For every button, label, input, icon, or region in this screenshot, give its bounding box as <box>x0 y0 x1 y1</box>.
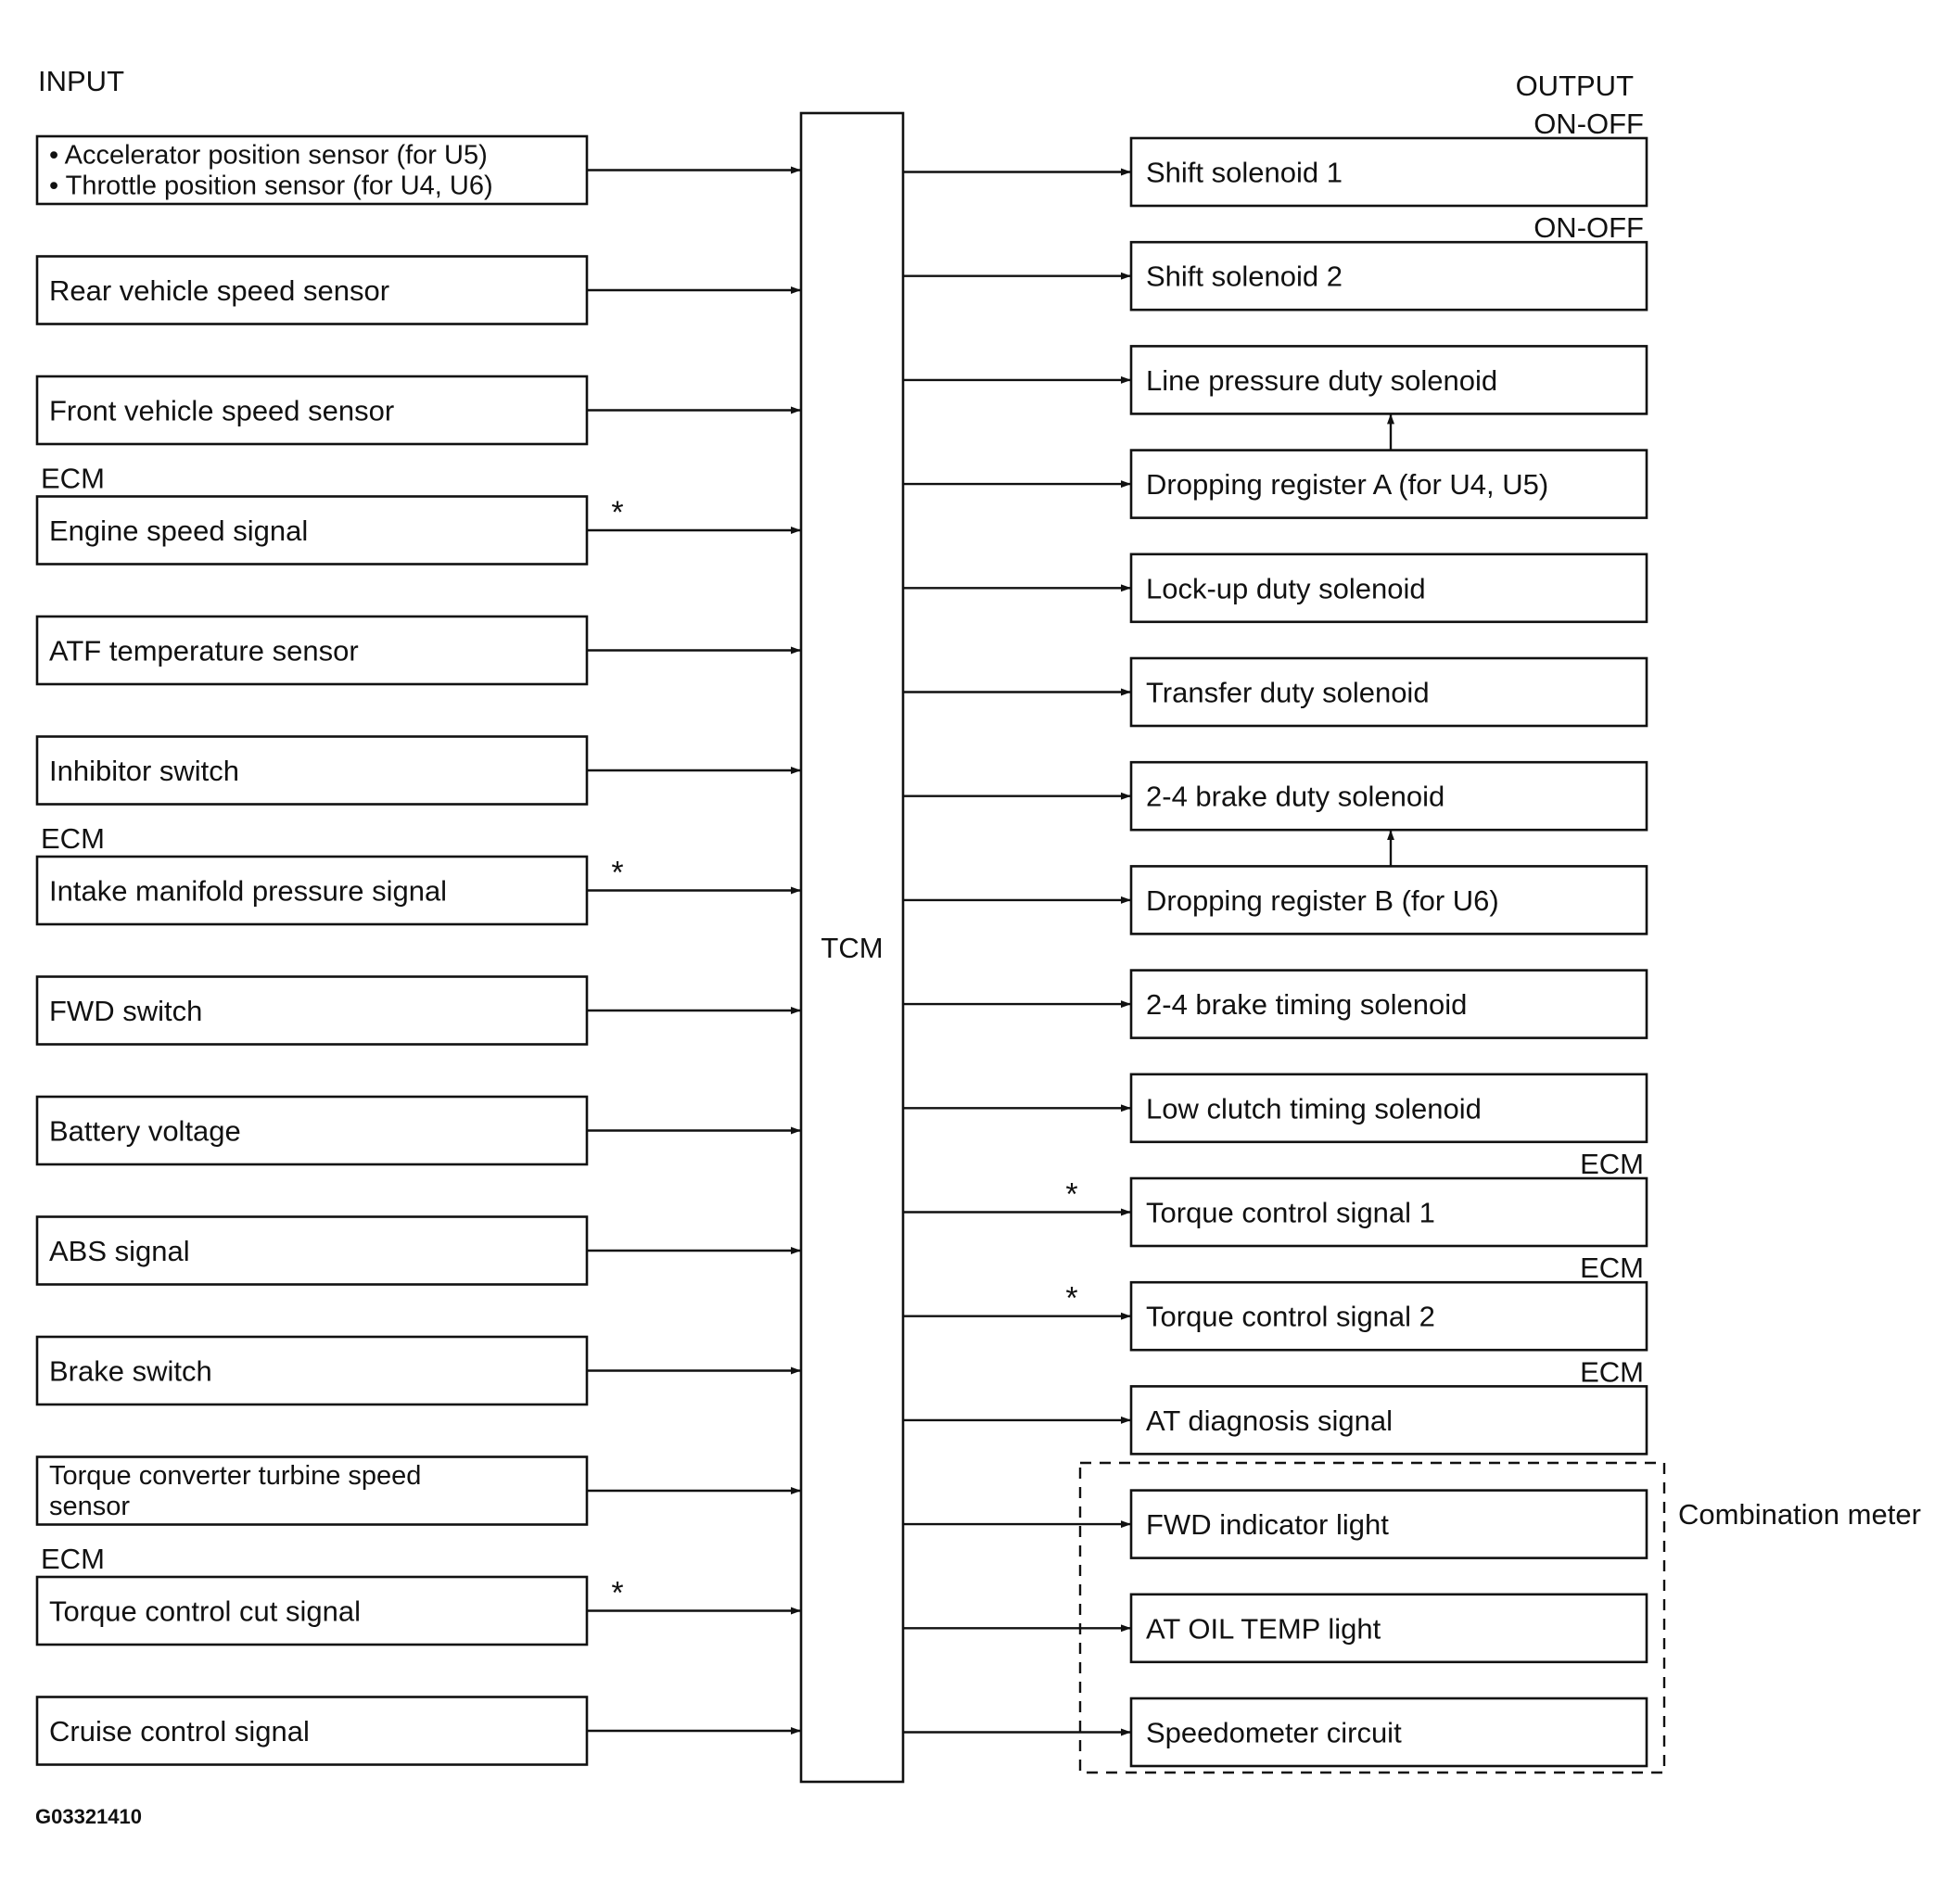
output-heading: OUTPUT <box>1515 70 1634 102</box>
output-item <box>903 1491 1647 1558</box>
input-item <box>37 463 801 565</box>
on-off-label: ON-OFF <box>1534 211 1644 245</box>
output-item <box>903 554 1647 622</box>
input-label: Inhibitor switch <box>49 755 240 787</box>
input-item <box>37 977 801 1045</box>
output-item <box>903 1074 1647 1142</box>
ecm-label: ECM <box>41 822 105 855</box>
input-heading: INPUT <box>38 65 124 97</box>
input-item <box>37 257 801 324</box>
tcm-label: TCM <box>821 932 884 964</box>
output-label: 2-4 brake timing solenoid <box>1146 988 1468 1022</box>
input-item <box>37 1697 801 1765</box>
output-item <box>903 866 1647 934</box>
output-item <box>903 1698 1647 1766</box>
output-label: Line pressure duty solenoid <box>1146 363 1498 397</box>
output-item <box>903 346 1647 413</box>
input-label: Front vehicle speed sensor <box>49 394 395 427</box>
output-label: 2-4 brake duty solenoid <box>1146 780 1445 813</box>
input-label: Rear vehicle speed sensor <box>49 274 390 307</box>
input-item <box>37 1097 801 1164</box>
output-item <box>903 1148 1647 1246</box>
output-item <box>903 971 1647 1038</box>
input-signals <box>37 136 801 1765</box>
output-item <box>903 658 1647 726</box>
output-item <box>903 211 1647 310</box>
input-label: Engine speed signal <box>49 515 309 547</box>
input-label: Brake switch <box>49 1354 212 1388</box>
input-item <box>37 737 801 805</box>
output-label: AT OIL TEMP light <box>1146 1612 1381 1646</box>
output-signals <box>903 108 1647 1766</box>
output-label: FWD indicator light <box>1146 1508 1389 1542</box>
input-item <box>37 136 801 204</box>
output-item <box>903 1595 1647 1662</box>
output-label: Transfer duty solenoid <box>1146 676 1430 709</box>
input-label: Intake manifold pressure signal <box>49 874 448 908</box>
output-label: Low clutch timing solenoid <box>1146 1092 1482 1125</box>
input-label: Battery voltage <box>49 1114 241 1148</box>
asterisk-mark: * <box>1065 1280 1078 1316</box>
input-item <box>37 1457 801 1525</box>
output-item <box>903 1355 1647 1454</box>
asterisk-mark: * <box>611 1575 624 1611</box>
output-label: Shift solenoid 1 <box>1146 156 1343 189</box>
input-item <box>37 1337 801 1404</box>
output-label: Speedometer circuit <box>1146 1716 1402 1749</box>
asterisk-mark: * <box>611 855 624 891</box>
input-label: FWD switch <box>49 995 203 1027</box>
input-label-line: Torque converter turbine speed <box>49 1461 422 1491</box>
output-label: Torque control signal 1 <box>1146 1196 1435 1229</box>
input-label: ATF temperature sensor <box>49 634 359 667</box>
output-item <box>903 1252 1647 1350</box>
output-label: Shift solenoid 2 <box>1146 260 1343 293</box>
input-label: Cruise control signal <box>49 1715 310 1748</box>
input-item <box>37 822 801 924</box>
output-item <box>903 108 1647 206</box>
on-off-label: ON-OFF <box>1534 108 1644 140</box>
ecm-label: ECM <box>41 1543 105 1575</box>
ecm-label: ECM <box>41 462 105 495</box>
asterisk-mark: * <box>611 495 624 530</box>
output-label: Dropping register B (for U6) <box>1146 883 1499 917</box>
input-label: ABS signal <box>49 1235 190 1267</box>
output-label: Torque control signal 2 <box>1146 1300 1435 1333</box>
asterisk-mark: * <box>1065 1176 1078 1213</box>
input-label-line: • Accelerator position sensor (for U5) <box>49 140 488 171</box>
input-label-line: sensor <box>49 1492 131 1521</box>
combination-meter-label: Combination meter <box>1678 1498 1921 1531</box>
figure-code: G03321410 <box>35 1805 142 1828</box>
input-label: Torque control cut signal <box>49 1595 362 1628</box>
output-item <box>903 451 1647 518</box>
input-item <box>37 1217 801 1285</box>
output-label: Lock-up duty solenoid <box>1146 572 1426 605</box>
ecm-label: ECM <box>1580 1252 1644 1285</box>
ecm-label: ECM <box>1580 1355 1644 1389</box>
output-label: Dropping register A (for U4, U5) <box>1146 468 1549 502</box>
output-item <box>903 762 1647 830</box>
input-item <box>37 1543 801 1645</box>
input-item <box>37 376 801 444</box>
input-item <box>37 616 801 684</box>
input-label-line: • Throttle position sensor (for U4, U6) <box>49 171 493 201</box>
ecm-label: ECM <box>1580 1148 1644 1180</box>
output-label: AT diagnosis signal <box>1146 1404 1393 1437</box>
